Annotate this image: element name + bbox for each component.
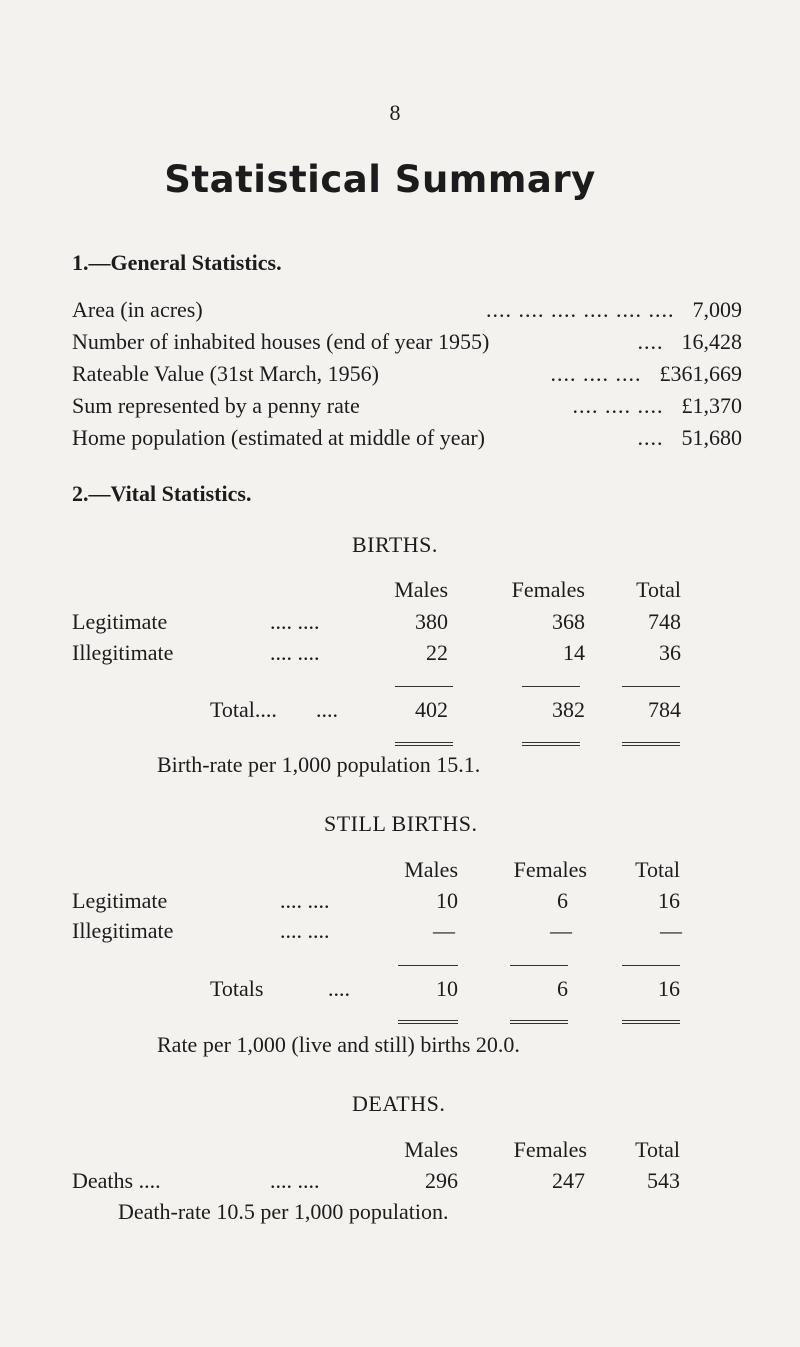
still-illegit-males: —: [433, 918, 455, 943]
leader-dots: .... ....: [270, 640, 320, 665]
rule: [395, 686, 453, 687]
births-illegit-males: 22: [426, 640, 448, 665]
row-value: £361,669: [659, 361, 742, 386]
still-illegit-females: —: [550, 918, 572, 943]
rule: [510, 965, 568, 966]
births-total-males: 402: [415, 697, 448, 722]
general-row-population: [72, 425, 742, 451]
still-illegit-total: —: [660, 918, 682, 943]
row-label: Rateable Value (31st March, 1956): [72, 361, 379, 386]
leader-dots: .... .... ....: [550, 361, 642, 386]
row-label: Home population (estimated at middle of year): [72, 425, 485, 450]
leader-dots: .... ....: [280, 918, 330, 943]
row-value: 51,680: [681, 425, 742, 450]
births-illegit-females: 14: [563, 640, 585, 665]
leader-dots: .... ....: [280, 888, 330, 913]
births-col-females: Females: [511, 577, 585, 602]
page-title: Statistical Summary: [164, 158, 596, 201]
double-rule: [622, 1020, 680, 1024]
leader-dots: .... ....: [270, 1168, 320, 1193]
births-total-total: 784: [648, 697, 681, 722]
general-row-penny-rate: [72, 393, 742, 419]
row-value: £1,370: [681, 393, 742, 418]
page-number: 8: [389, 100, 401, 125]
deaths-heading: DEATHS.: [352, 1091, 446, 1116]
still-col-total: Total: [635, 857, 680, 882]
leader-dots: .... .... ....: [572, 393, 664, 418]
double-rule: [522, 742, 580, 746]
still-total-males: 10: [436, 976, 458, 1001]
still-legit-total: 16: [658, 888, 680, 913]
still-total-label: Totals: [210, 976, 264, 1001]
double-rule: [510, 1020, 568, 1024]
double-rule: [398, 1020, 458, 1024]
still-legit-females: 6: [557, 888, 568, 913]
rule: [522, 686, 580, 687]
rule: [398, 965, 458, 966]
rule: [622, 686, 680, 687]
double-rule: [395, 742, 453, 746]
deaths-col-total: Total: [635, 1137, 680, 1162]
still-row-label: Illegitimate: [72, 918, 174, 943]
births-col-total: Total: [636, 577, 681, 602]
rule: [622, 965, 680, 966]
row-label: Number of inhabited houses (end of year 1955): [72, 329, 490, 354]
still-total-total: 16: [658, 976, 680, 1001]
births-legit-females: 368: [552, 609, 585, 634]
still-legit-males: 10: [436, 888, 458, 913]
row-value: 16,428: [681, 329, 742, 354]
deaths-males: 296: [425, 1168, 458, 1193]
births-illegit-total: 36: [659, 640, 681, 665]
leader-dots: ....: [316, 697, 338, 722]
births-col-males: Males: [394, 577, 448, 602]
births-legit-total: 748: [648, 609, 681, 634]
birth-rate: Birth-rate per 1,000 population 15.1.: [157, 752, 481, 777]
deaths-females: 247: [552, 1168, 585, 1193]
vital-statistics-heading: 2.—Vital Statistics.: [72, 481, 252, 506]
still-birth-rate: Rate per 1,000 (live and still) births 20.0.: [157, 1032, 520, 1057]
death-rate: Death-rate 10.5 per 1,000 population.: [118, 1199, 449, 1224]
general-statistics-heading: 1.—General Statistics.: [72, 250, 282, 275]
births-row-label: Illegitimate: [72, 640, 174, 665]
leader-dots: ....: [328, 976, 350, 1001]
deaths-total: 543: [647, 1168, 680, 1193]
double-rule: [622, 742, 680, 746]
leader-dots: ....: [637, 329, 664, 354]
still-total-females: 6: [557, 976, 568, 1001]
deaths-col-females: Females: [513, 1137, 587, 1162]
general-row-rateable-value: [72, 361, 742, 387]
row-value: 7,009: [692, 297, 742, 322]
leader-dots: .... .... .... .... .... ....: [486, 297, 675, 322]
deaths-row-label: Deaths ....: [72, 1168, 161, 1193]
births-heading: BIRTHS.: [352, 532, 438, 557]
deaths-col-males: Males: [404, 1137, 458, 1162]
general-row-area: [72, 297, 742, 323]
still-row-label: Legitimate: [72, 888, 168, 913]
general-row-houses: [72, 329, 742, 355]
still-births-heading: STILL BIRTHS.: [324, 811, 478, 836]
row-label: Sum represented by a penny rate: [72, 393, 360, 418]
births-legit-males: 380: [415, 609, 448, 634]
leader-dots: ....: [637, 425, 664, 450]
still-col-females: Females: [513, 857, 587, 882]
leader-dots: .... ....: [270, 609, 320, 634]
row-label: Area (in acres): [72, 297, 203, 322]
births-total-label: Total....: [210, 697, 277, 722]
births-total-females: 382: [552, 697, 585, 722]
still-col-males: Males: [404, 857, 458, 882]
births-row-label: Legitimate: [72, 609, 168, 634]
